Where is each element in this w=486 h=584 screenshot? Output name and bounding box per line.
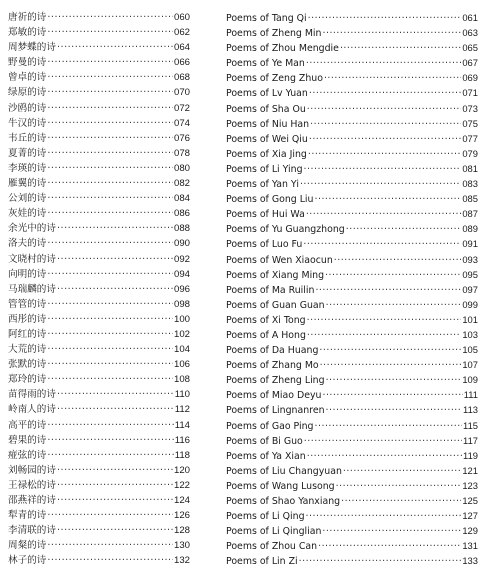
toc-entry[interactable] — [8, 553, 190, 568]
toc-entry-page-number: 097 — [462, 283, 478, 295]
dot-leader — [326, 403, 463, 418]
toc-entry[interactable] — [226, 10, 478, 25]
toc-entry-page-number: 094 — [173, 268, 190, 280]
dot-leader — [343, 464, 461, 479]
toc-entry[interactable] — [8, 402, 190, 417]
toc-entry[interactable] — [8, 508, 190, 523]
toc-entry-title: 野曼的诗 — [8, 57, 47, 69]
dot-leader — [309, 86, 461, 101]
toc-column-english — [226, 10, 478, 568]
toc-entry-page-number: 133 — [462, 555, 478, 567]
dot-leader — [57, 252, 173, 267]
dot-leader — [47, 433, 173, 448]
dot-leader — [322, 388, 462, 403]
toc-entry-title: 向明的诗 — [8, 268, 47, 280]
dot-leader — [300, 177, 461, 192]
toc-entry[interactable] — [8, 55, 190, 70]
dot-leader — [320, 358, 462, 373]
dot-leader — [47, 357, 173, 372]
dot-leader — [47, 372, 173, 387]
toc-entry-page-number: 109 — [462, 374, 478, 386]
toc-entry-page-number: 107 — [462, 359, 478, 371]
toc-entry-page-number: 100 — [173, 313, 190, 325]
dot-leader — [57, 523, 173, 538]
toc-entry[interactable] — [8, 236, 190, 251]
toc-entry[interactable] — [8, 252, 190, 267]
toc-entry-title: 韦丘的诗 — [8, 132, 47, 144]
toc-entry[interactable] — [226, 146, 478, 161]
dot-leader — [47, 297, 173, 312]
dot-leader — [47, 131, 173, 146]
toc-entry-page-number: 060 — [173, 12, 190, 23]
toc-entry-title: 苗得雨的诗 — [8, 389, 56, 401]
toc-entry[interactable] — [8, 116, 190, 131]
dot-leader — [47, 191, 173, 206]
toc-entry-title: 郑玲的诗 — [8, 374, 47, 386]
toc-entry[interactable] — [226, 418, 478, 433]
dot-leader — [47, 146, 173, 161]
toc-entry-page-number: 067 — [462, 57, 478, 69]
toc-entry-page-number: 110 — [174, 389, 190, 401]
dot-leader — [47, 70, 173, 85]
dot-leader — [306, 56, 462, 71]
toc-entry[interactable] — [226, 327, 478, 342]
toc-entry-page-number: 113 — [463, 404, 478, 416]
toc-entry-page-number: 114 — [174, 419, 190, 431]
toc-entry[interactable] — [8, 312, 190, 327]
toc-entry-title: Poems of Shao Yanxiang — [226, 496, 341, 507]
toc-entry-title: Poems of Da Huang — [226, 345, 319, 357]
toc-entry-page-number: 087 — [462, 208, 478, 220]
toc-entry-title: 管管的诗 — [8, 298, 47, 310]
toc-entry-page-number: 075 — [462, 117, 478, 129]
toc-entry[interactable] — [226, 267, 478, 282]
toc-entry-title: Poems of Niu Han — [226, 118, 310, 130]
toc-entry-title: Poems of Li Qinglian — [226, 526, 322, 538]
dot-leader — [57, 463, 173, 478]
toc-entry-title: Poems of Zheng Ling — [226, 375, 325, 387]
dot-leader — [47, 206, 173, 221]
dot-leader — [319, 343, 461, 358]
toc-entry[interactable] — [8, 10, 190, 25]
dot-leader — [325, 268, 461, 283]
toc-entry[interactable] — [226, 342, 478, 357]
toc-entry-page-number: 104 — [173, 344, 190, 356]
toc-entry-title: 文晓村的诗 — [8, 253, 56, 265]
toc-entry[interactable] — [226, 191, 478, 206]
toc-entry-title: Poems of Miao Deyu — [226, 390, 322, 402]
toc-entry[interactable] — [8, 493, 190, 508]
toc-entry[interactable] — [8, 40, 190, 55]
toc-entry-page-number: 127 — [462, 510, 478, 522]
toc-entry-page-number: 095 — [462, 268, 478, 280]
toc-entry-title: Poems of Lin Zi — [226, 556, 298, 568]
dot-leader — [346, 222, 462, 237]
toc-entry[interactable] — [8, 221, 190, 236]
toc-entry[interactable] — [8, 25, 190, 40]
dot-leader — [326, 298, 462, 313]
toc-entry-title: Poems of Yan Yi — [226, 179, 299, 191]
toc-entry-page-number: 116 — [174, 434, 190, 446]
toc-entry-title: Poems of Ma Ruilin — [226, 284, 315, 296]
toc-entry-title: Poems of A Hong — [226, 329, 306, 341]
dot-leader — [47, 312, 173, 327]
toc-entry-page-number: 106 — [173, 359, 190, 371]
dot-leader — [318, 539, 461, 554]
toc-entry-page-number: 132 — [173, 555, 190, 567]
dot-leader — [307, 102, 462, 117]
toc-entry-title: 余光中的诗 — [8, 223, 56, 235]
toc-entry-title: 犁青的诗 — [8, 510, 47, 522]
toc-entry[interactable] — [226, 25, 478, 40]
toc-entry-page-number: 069 — [462, 72, 478, 84]
toc-entry[interactable] — [226, 372, 478, 387]
toc-entry[interactable] — [226, 206, 478, 221]
dot-leader — [324, 71, 461, 86]
toc-entry-title: Poems of Hui Wa — [226, 209, 305, 221]
toc-entry-title: Poems of Li Ying — [226, 163, 303, 175]
dot-leader — [304, 162, 462, 177]
toc-entry-page-number: 078 — [173, 147, 190, 159]
dot-leader — [57, 221, 173, 236]
toc-entry-page-number: 123 — [462, 479, 478, 491]
toc-entry[interactable] — [8, 387, 190, 402]
dot-leader — [57, 387, 174, 402]
toc-entry-title: 郑敏的诗 — [8, 27, 47, 39]
toc-entry-page-number: 117 — [463, 434, 478, 446]
dot-leader — [47, 553, 173, 568]
dot-leader — [340, 41, 461, 56]
toc-entry-title: Poems of Zheng Min — [226, 28, 322, 40]
dot-leader — [47, 85, 173, 100]
toc-entry-page-number: 077 — [462, 132, 478, 144]
dot-leader — [307, 313, 462, 328]
dot-leader — [47, 418, 173, 433]
toc-entry[interactable] — [226, 221, 478, 236]
dot-leader — [304, 434, 462, 449]
dot-leader — [47, 327, 173, 342]
dot-leader — [341, 494, 461, 509]
toc-entry[interactable] — [226, 70, 478, 85]
toc-entry-title: Poems of Zeng Zhuo — [226, 73, 323, 85]
dot-leader — [57, 493, 173, 508]
toc-entry-page-number: 063 — [462, 27, 478, 39]
toc-entry-title: Poems of Wen Xiaocun — [226, 254, 333, 266]
toc-column-chinese — [8, 10, 190, 568]
toc-entry[interactable] — [226, 116, 478, 131]
dot-leader — [314, 192, 461, 207]
toc-entry-title: 牛汉的诗 — [8, 117, 47, 129]
toc-entry[interactable] — [226, 161, 478, 176]
toc-entry-page-number: 126 — [173, 510, 190, 522]
dot-leader — [47, 55, 173, 70]
toc-entry-page-number: 090 — [173, 238, 190, 250]
toc-entry-page-number: 111 — [463, 389, 478, 401]
toc-entry[interactable] — [8, 372, 190, 387]
toc-entry[interactable] — [226, 402, 478, 417]
toc-entry[interactable] — [226, 297, 478, 312]
toc-entry-page-number: 066 — [173, 57, 190, 69]
toc-entry[interactable] — [226, 55, 478, 70]
toc-entry[interactable] — [8, 146, 190, 161]
dot-leader — [47, 448, 173, 463]
toc-entry-page-number: 130 — [173, 540, 190, 552]
toc-entry-page-number: 129 — [462, 525, 478, 537]
dot-leader — [47, 508, 173, 523]
dot-leader — [308, 11, 462, 26]
toc-entry[interactable] — [226, 40, 478, 55]
dot-leader — [306, 509, 462, 524]
toc-entry-title: 阿红的诗 — [8, 328, 47, 340]
toc-entry[interactable] — [8, 357, 190, 372]
toc-entry-page-number: 115 — [463, 419, 478, 431]
toc-entry-title: Poems of Yu Guangzhong — [226, 224, 345, 236]
toc-entry-page-number: 119 — [463, 449, 478, 461]
toc-entry-page-number: 105 — [462, 344, 478, 356]
toc-entry-title: Poems of Wei Qiu — [226, 133, 308, 145]
dot-leader — [47, 176, 173, 191]
toc-entry[interactable] — [8, 85, 190, 100]
dot-leader — [310, 117, 461, 132]
toc-entry[interactable] — [226, 357, 478, 372]
toc-entry-page-number: 102 — [173, 328, 190, 340]
toc-entry-title: Poems of Lingnanren — [226, 405, 325, 417]
toc-entry[interactable] — [226, 463, 478, 478]
toc-entry[interactable] — [226, 131, 478, 146]
dot-leader — [47, 25, 173, 40]
toc-entry-page-number: 122 — [173, 479, 190, 491]
toc-entry-page-number: 080 — [173, 162, 190, 174]
toc-entry[interactable] — [226, 236, 478, 251]
toc-entry-title: 周梦蝶的诗 — [8, 42, 56, 54]
toc-entry-title: 周粲的诗 — [8, 540, 47, 552]
dot-leader — [306, 207, 462, 222]
toc-entry[interactable] — [8, 101, 190, 116]
dot-leader — [57, 478, 173, 493]
toc-entry-title: 张默的诗 — [8, 359, 47, 371]
toc-entry-title: 沙鸥的诗 — [8, 102, 47, 114]
toc-entry-title: 碧果的诗 — [8, 434, 47, 446]
toc-entry-page-number: 088 — [173, 223, 190, 235]
toc-entry-title: Poems of Bi Guo — [226, 435, 303, 447]
toc-entry-page-number: 081 — [462, 162, 478, 174]
toc-entry-page-number: 082 — [173, 178, 190, 190]
toc-entry[interactable] — [8, 282, 190, 297]
toc-entry-page-number: 079 — [462, 147, 478, 159]
toc-entry[interactable] — [8, 463, 190, 478]
toc-entry[interactable] — [226, 523, 478, 538]
toc-entry-page-number: 128 — [173, 525, 190, 537]
toc-entry-page-number: 072 — [173, 102, 190, 114]
dot-leader — [47, 236, 173, 251]
toc-entry[interactable] — [226, 478, 478, 493]
toc-entry-title: 岭南人的诗 — [8, 404, 56, 416]
toc-entry[interactable] — [226, 176, 478, 191]
toc-entry[interactable] — [8, 297, 190, 312]
toc-entry-page-number: 073 — [462, 102, 478, 114]
dot-leader — [47, 342, 173, 357]
dot-leader — [334, 253, 462, 268]
toc-entry[interactable] — [8, 191, 190, 206]
dot-leader — [47, 10, 173, 25]
toc-entry-page-number: 112 — [174, 404, 190, 416]
toc-entry-title: Poems of Ya Xian — [226, 450, 306, 462]
toc-entry-title: Poems of Ye Man — [226, 58, 305, 70]
toc-entry[interactable] — [8, 267, 190, 282]
toc-entry[interactable] — [226, 312, 478, 327]
toc-entry-title: Poems of Zhou Mengdie — [226, 43, 339, 55]
toc-entry-page-number: 125 — [462, 495, 478, 506]
toc-entry-page-number: 099 — [462, 298, 478, 310]
toc-entry-title: Poems of Guan Guan — [226, 299, 325, 311]
dot-leader — [47, 161, 173, 176]
toc-entry[interactable] — [226, 85, 478, 100]
toc-entry[interactable] — [226, 493, 478, 508]
toc-entry-page-number: 121 — [462, 464, 478, 476]
toc-entry-page-number: 101 — [462, 313, 478, 325]
toc-entry-title: 曾卓的诗 — [8, 72, 47, 84]
toc-entry-page-number: 120 — [173, 464, 190, 476]
toc-entry-page-number: 131 — [462, 540, 478, 552]
toc-entry-title: Poems of Xi Tong — [226, 314, 306, 326]
toc-entry-title: 绿原的诗 — [8, 87, 47, 99]
toc-entry[interactable] — [226, 433, 478, 448]
toc-entry-title: Poems of Li Qing — [226, 511, 305, 523]
toc-entry-page-number: 065 — [462, 42, 478, 54]
toc-entry-page-number: 070 — [173, 87, 190, 99]
dot-leader — [308, 147, 461, 162]
toc-entry-title: 雁翼的诗 — [8, 178, 47, 190]
toc-entry-page-number: 091 — [462, 238, 478, 250]
dot-leader — [303, 237, 461, 252]
toc-entry-page-number: 093 — [462, 253, 478, 265]
toc-entry[interactable] — [226, 553, 478, 568]
dot-leader — [47, 116, 173, 131]
dot-leader — [326, 373, 462, 388]
toc-entry-page-number: 098 — [173, 298, 190, 310]
dot-leader — [57, 282, 173, 297]
toc-entry-title: Poems of Sha Ou — [226, 103, 306, 115]
toc-entry[interactable] — [8, 327, 190, 342]
toc-entry-title: Poems of Wang Lusong — [226, 480, 335, 492]
toc-entry-page-number: 103 — [462, 328, 478, 340]
toc-entry-page-number: 089 — [462, 223, 478, 235]
dot-leader — [57, 40, 173, 55]
toc-entry[interactable] — [8, 538, 190, 553]
toc-entry-title: 高平的诗 — [8, 419, 47, 431]
toc-entry-page-number: 068 — [173, 72, 190, 84]
toc-entry[interactable] — [226, 387, 478, 402]
toc-entry[interactable] — [8, 176, 190, 191]
dot-leader — [47, 267, 173, 282]
dot-leader — [315, 283, 461, 298]
toc-entry[interactable] — [8, 433, 190, 448]
dot-leader — [322, 26, 461, 41]
toc-entry-title: 刘畅园的诗 — [8, 464, 56, 476]
toc-entry-title: Poems of Xiang Ming — [226, 269, 325, 281]
toc-entry-title: Poems of Zhang Mo — [226, 360, 319, 372]
toc-entry-title: 洛夫的诗 — [8, 238, 47, 250]
toc-entry-title: 马瑞麟的诗 — [8, 283, 56, 295]
toc-entry[interactable] — [226, 508, 478, 523]
toc-entry-title: 公刘的诗 — [8, 193, 47, 205]
toc-entry-page-number: 118 — [174, 449, 190, 461]
dot-leader — [299, 554, 462, 569]
toc-entry[interactable] — [8, 448, 190, 463]
toc-entry-title: 林子的诗 — [8, 555, 47, 567]
toc-entry[interactable] — [226, 538, 478, 553]
toc-entry[interactable] — [8, 131, 190, 146]
toc-entry-page-number: 086 — [173, 208, 190, 220]
toc-entry-title: 李瑛的诗 — [8, 162, 47, 174]
toc-entry-title: Poems of Tang Qi — [226, 13, 307, 24]
toc-entry-title: 大荒的诗 — [8, 344, 47, 356]
dot-leader — [47, 538, 173, 553]
dot-leader — [322, 524, 461, 539]
toc-entry[interactable] — [8, 342, 190, 357]
toc-entry[interactable] — [226, 448, 478, 463]
toc-entry-title: 痖弦的诗 — [8, 449, 47, 461]
toc-entry-title: 李清联的诗 — [8, 525, 56, 537]
toc-entry-page-number: 062 — [173, 27, 190, 39]
toc-entry-title: Poems of Gong Liu — [226, 194, 314, 206]
dot-leader — [315, 419, 463, 434]
toc-entry-page-number: 061 — [462, 12, 478, 23]
toc-entry-page-number: 124 — [173, 495, 190, 506]
toc-entry-page-number: 076 — [173, 132, 190, 144]
toc-entry-title: Poems of Liu Changyuan — [226, 465, 342, 477]
toc-entry-title: Poems of Xia Jing — [226, 148, 307, 160]
toc-entry[interactable] — [8, 523, 190, 538]
toc-entry[interactable] — [226, 282, 478, 297]
toc-entry[interactable] — [8, 206, 190, 221]
toc-entry-title: 夏菁的诗 — [8, 147, 47, 159]
toc-entry-title: 邵燕祥的诗 — [8, 495, 56, 506]
toc-entry[interactable] — [226, 101, 478, 116]
dot-leader — [307, 449, 462, 464]
toc-entry-title: Poems of Gao Ping — [226, 420, 314, 432]
toc-entry-title: 西彤的诗 — [8, 313, 47, 325]
dot-leader — [309, 132, 462, 147]
toc-entry-title: Poems of Lv Yuan — [226, 88, 308, 100]
dot-leader — [47, 101, 173, 116]
toc-entry-title: Poems of Zhou Can — [226, 541, 318, 553]
dot-leader — [307, 328, 461, 343]
toc-entry[interactable] — [8, 478, 190, 493]
dot-leader — [57, 402, 174, 417]
toc-entry[interactable] — [8, 161, 190, 176]
toc-entry-title: Poems of Luo Fu — [226, 239, 303, 251]
toc-entry-page-number: 083 — [462, 178, 478, 190]
toc-entry-title: 王禄松的诗 — [8, 479, 56, 491]
toc-entry-page-number: 108 — [173, 374, 190, 386]
toc-entry[interactable] — [8, 418, 190, 433]
toc-entry-page-number: 096 — [173, 283, 190, 295]
toc-entry-page-number: 074 — [173, 117, 190, 129]
toc-entry-page-number: 084 — [173, 193, 190, 205]
toc-entry-page-number: 071 — [462, 87, 478, 99]
toc-entry-page-number: 092 — [173, 253, 190, 265]
toc-entry-title: 唐祈的诗 — [8, 12, 47, 23]
toc-entry[interactable] — [8, 70, 190, 85]
toc-entry[interactable] — [226, 252, 478, 267]
dot-leader — [336, 479, 462, 494]
toc-entry-title: 灰娃的诗 — [8, 208, 47, 220]
toc-entry-page-number: 085 — [462, 193, 478, 205]
toc-entry-page-number: 064 — [173, 42, 190, 54]
